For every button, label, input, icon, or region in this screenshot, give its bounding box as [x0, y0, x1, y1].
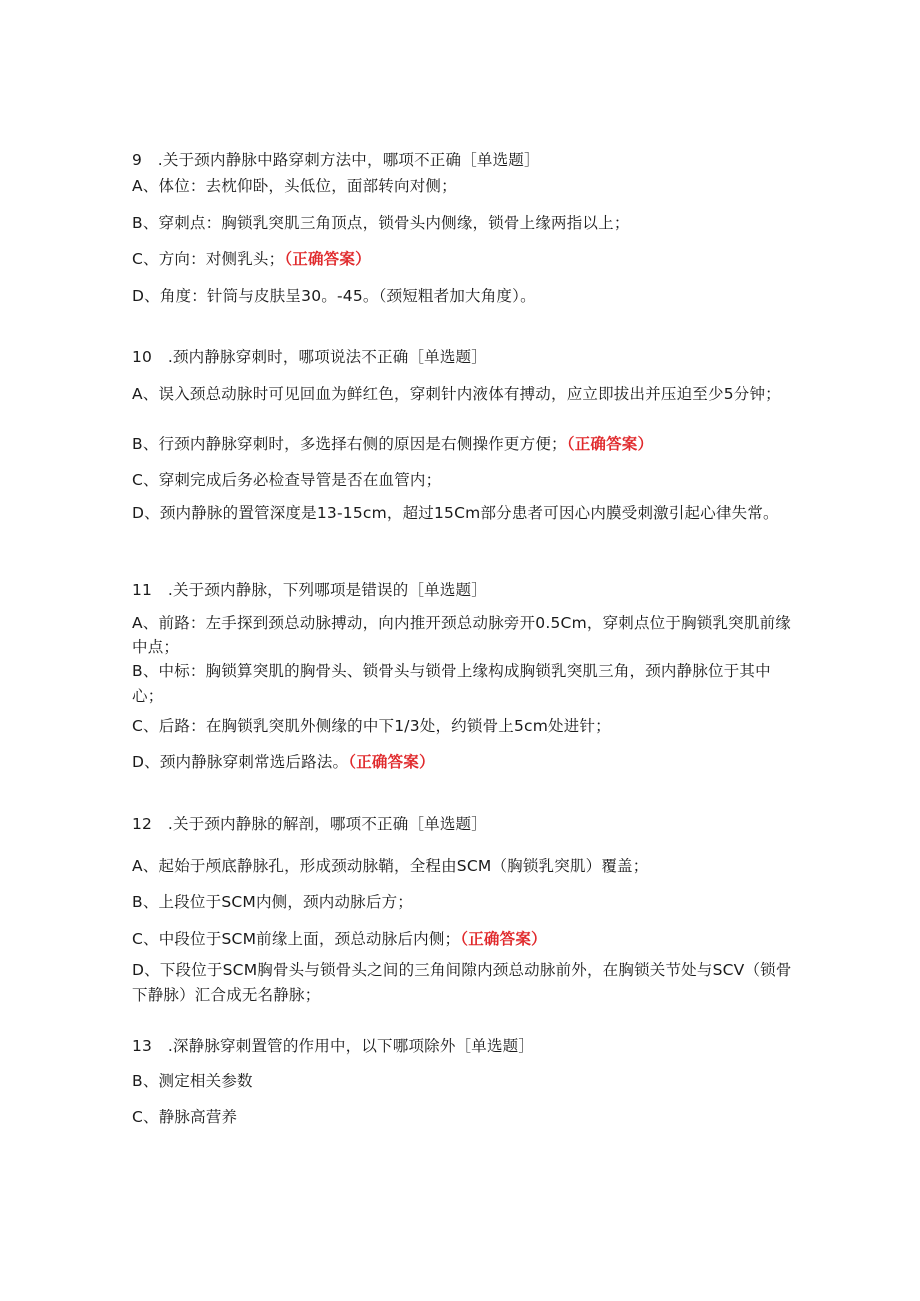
question-10-option-a: A、误入颈总动脉时可见回血为鲜红色，穿刺针内液体有搏动，应立即拔出并压迫至少5分钟；	[132, 385, 781, 403]
question-12-option-a: A、起始于颅底静脉孔，形成颈动脉鞘，全程由SCM（胸锁乳突肌）覆盖；	[132, 857, 649, 875]
question-9-option-a: A、体位：去枕仰卧，头低位，面部转向对侧；	[132, 177, 457, 195]
question-13-option-c: C、静脉高营养	[132, 1108, 238, 1126]
option-text: D、颈内静脉穿刺常选后路法。	[132, 753, 349, 771]
question-10-option-b	[132, 434, 792, 454]
question-9-option-c	[132, 249, 792, 269]
correct-answer-marker: （正确答案）	[284, 250, 371, 268]
question-10-stem: 10 .颈内静脉穿刺时，哪项说法不正确［单选题］	[132, 348, 487, 366]
question-11-stem: 11 .关于颈内静脉，下列哪项是错误的［单选题］	[132, 581, 487, 599]
question-13-stem: 13 .深静脉穿刺置管的作用中，以下哪项除外［单选题］	[132, 1037, 535, 1055]
question-9-option-b: B、穿刺点：胸锁乳突肌三角顶点，锁骨头内侧缘，锁骨上缘两指以上；	[132, 214, 630, 232]
question-12-option-c	[132, 929, 792, 949]
correct-answer-marker: （正确答案）	[566, 435, 654, 453]
correct-answer-marker: （正确答案）	[460, 930, 547, 948]
option-text: B、行颈内静脉穿刺时，多选择右侧的原因是右侧操作更方便；	[132, 435, 567, 453]
question-10-option-d: D、颈内静脉的置管深度是13-15cm，超过15Cm部分患者可因心内膜受刺激引起心律失常。	[132, 504, 779, 522]
question-10-option-c: C、穿刺完成后务必检查导管是否在血管内；	[132, 471, 442, 489]
question-13-option-b: B、测定相关参数	[132, 1072, 253, 1090]
option-text: C、方向：对侧乳头；	[132, 250, 285, 268]
question-11-option-a: A、前路：左手探到颈总动脉搏动，向内推开颈总动脉旁开0.5Cm，穿刺点位于胸锁乳突肌前缘中点；	[132, 614, 791, 656]
question-11-option-c: C、后路：在胸锁乳突肌外侧缘的中下1/3处，约锁骨上5cm处进针；	[132, 717, 611, 735]
question-11-option-b: B、中标：胸锁算突肌的胸骨头、锁骨头与锁骨上缘构成胸锁乳突肌三角，颈内静脉位于其中心；	[132, 662, 771, 705]
question-12-option-b: B、上段位于SCM内侧，颈内动脉后方；	[132, 893, 413, 911]
question-12-option-d: D、下段位于SCM胸骨头与锁骨头之间的三角间隙内颈总动脉前外，在胸锁关节处与SCV（锁骨下静脉）汇合成无名静脉；	[132, 961, 792, 1004]
correct-answer-marker: （正确答案）	[348, 753, 435, 771]
question-12-stem: 12 .关于颈内静脉的解剖，哪项不正确［单选题］	[132, 815, 487, 833]
question-9-option-d: D、角度：针筒与皮肤呈30。-45。（颈短粗者加大角度）。	[132, 287, 536, 305]
option-text: C、中段位于SCM前缘上面，颈总动脉后内侧；	[132, 930, 461, 948]
question-11-option-d	[132, 752, 792, 772]
question-9-stem: 9 .关于颈内静脉中路穿刺方法中，哪项不正确［单选题］	[132, 151, 540, 169]
